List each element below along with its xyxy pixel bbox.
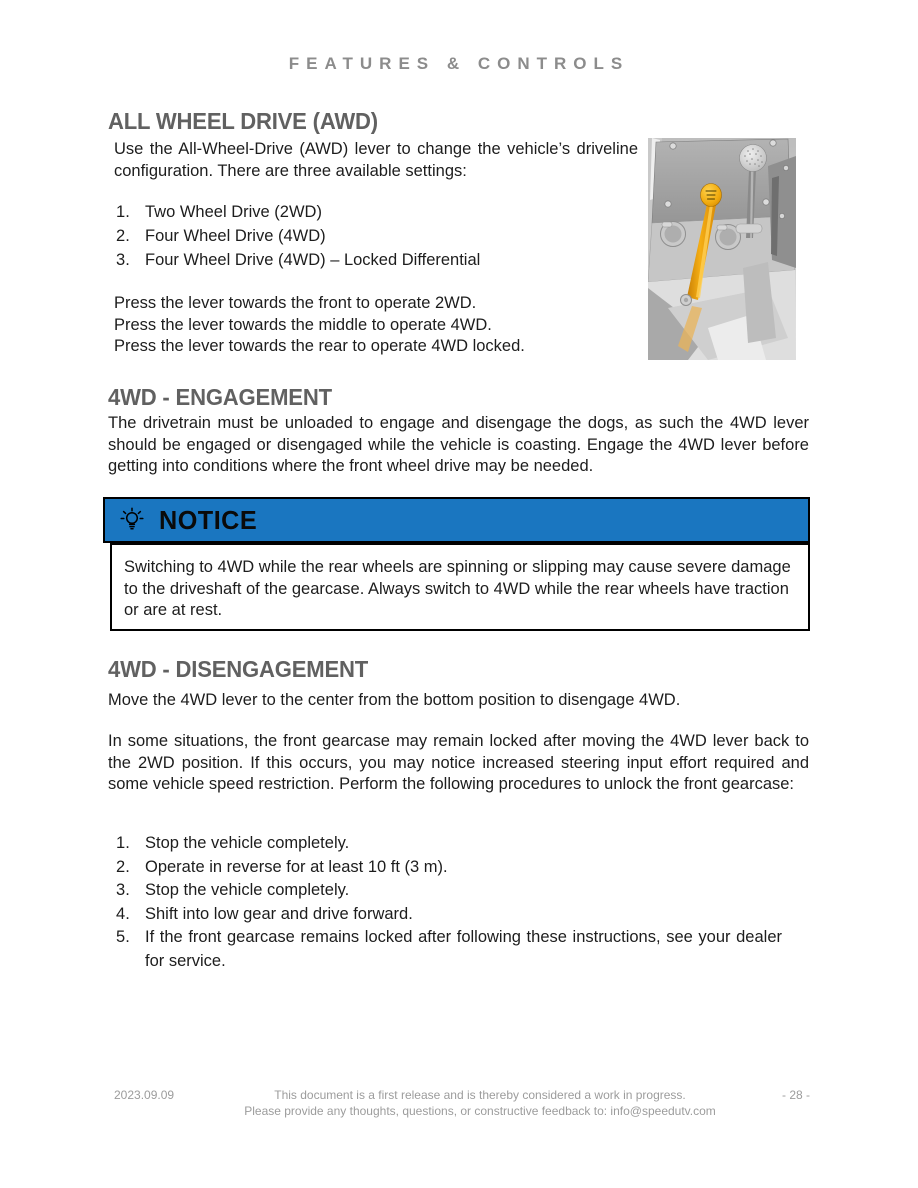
awd-lever-illustration [648, 138, 796, 360]
list-item: Stop the vehicle completely. [145, 834, 350, 852]
notice-label: NOTICE [159, 504, 258, 535]
awd-press-instructions [114, 293, 654, 358]
list-item: Four Wheel Drive (4WD) [145, 227, 326, 245]
section-title-awd: ALL WHEEL DRIVE (AWD) [108, 108, 378, 134]
awd-shift-lever-photo [648, 138, 796, 360]
notice-body: Switching to 4WD while the rear wheels are spinning or slipping may cause severe damage to the driveshaft of the gearcase. Always switch to 4WD while the rear wheels have traction or are at rest. [110, 543, 810, 631]
footer-note [150, 1088, 810, 1119]
list-item: If the front gearcase remains locked after following these instructions, see your dealer for service. [145, 928, 782, 970]
page-header-title: FEATURES & CONTROLS [288, 54, 630, 73]
section-title-disengagement: 4WD - DISENGAGEMENT [108, 656, 369, 682]
press-line: Press the lever towards the front to operate 2WD. [114, 294, 477, 312]
disengagement-steps-list [114, 832, 782, 973]
press-line: Press the lever towards the rear to operate 4WD locked. [114, 337, 525, 356]
disengagement-paragraph-2: In some situations, the front gearcase may remain locked after moving the 4WD lever back to the 2WD position. If this occurs, you may notice increased steering input effort required and some vehicle speed restriction. Perform the following procedures to unlock the front gearcase: [108, 732, 809, 794]
footer-page-number: - 28 - [781, 1088, 810, 1102]
footer-date: 2023.09.09 [114, 1088, 175, 1102]
list-item: Stop the vehicle completely. [145, 881, 350, 899]
list-item: Operate in reverse for at least 10 ft (3 m). [145, 857, 448, 876]
notice-header [103, 497, 810, 543]
list-item: Four Wheel Drive (4WD) – Locked Differential [145, 251, 481, 269]
section-title-engagement: 4WD - ENGAGEMENT [108, 384, 332, 410]
footer-note-line2: Please provide any thoughts, questions, or constructive feedback to: info@speedutv.com [244, 1103, 716, 1118]
list-item: Two Wheel Drive (2WD) [145, 203, 322, 221]
list-item: Shift into low gear and drive forward. [145, 904, 413, 923]
lightbulb-icon [119, 507, 145, 533]
footer-note-line1: This document is a first release and is thereby considered a work in progress. [274, 1088, 686, 1102]
awd-settings-list [114, 200, 634, 272]
disengagement-paragraph-1: Move the 4WD lever to the center from the bottom position to disengage 4WD. [108, 691, 681, 709]
engagement-paragraph: The drivetrain must be unloaded to engage and disengage the dogs, as such the 4WD lever should be engaged or disengaged while the vehicle is coasting. Engage the 4WD lever before getting into conditions where the front wheel drive may be needed. [108, 414, 809, 476]
awd-intro-paragraph: Use the All-Wheel-Drive (AWD) lever to change the vehicle’s driveline configuration. There are three available settings: [114, 140, 638, 180]
press-line: Press the lever towards the middle to operate 4WD. [114, 315, 492, 334]
